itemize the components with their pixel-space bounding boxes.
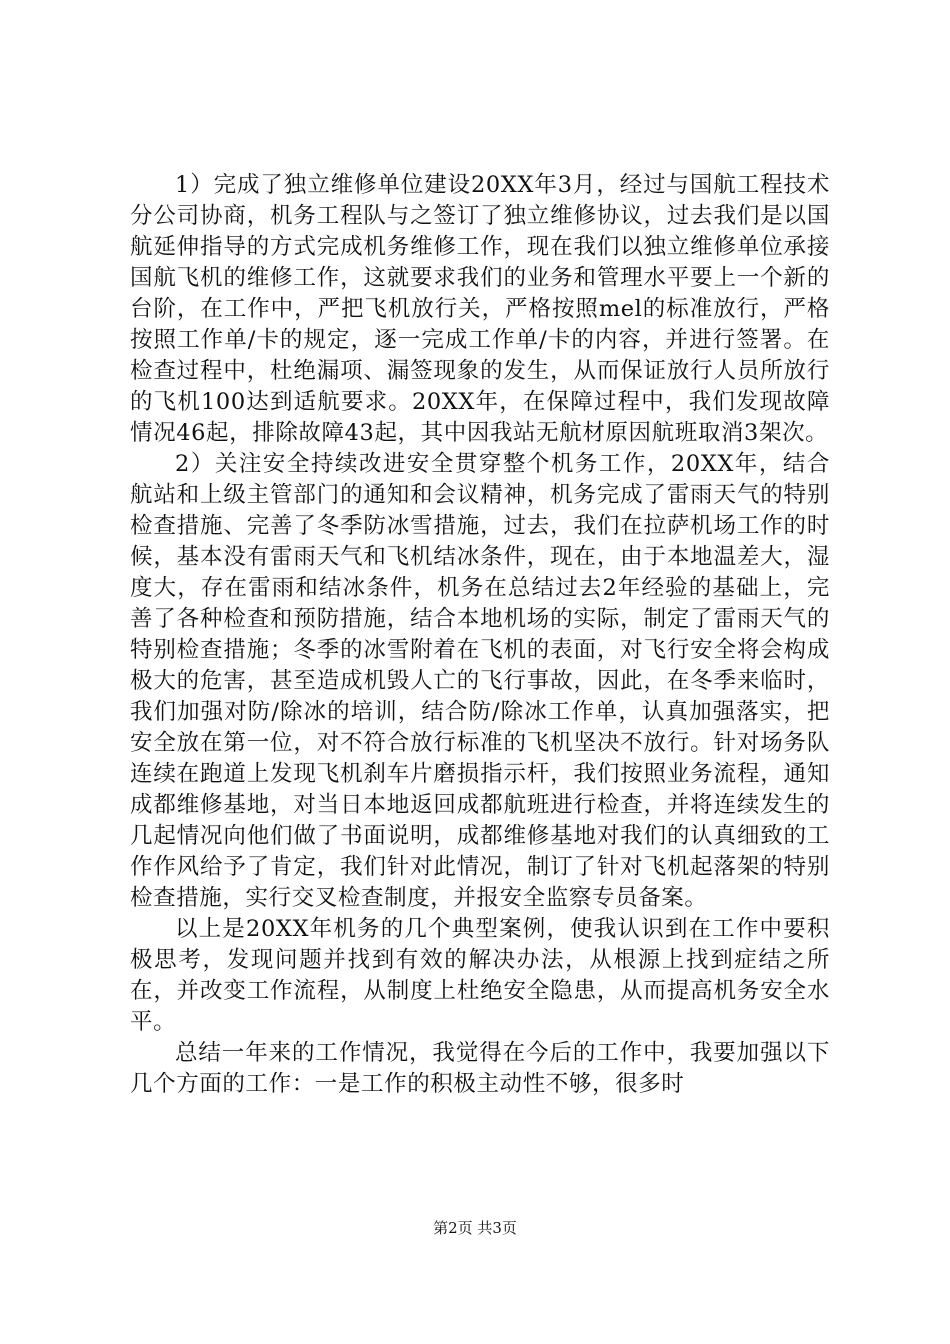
paragraph-3: 以上是20XX年机务的几个典型案例，使我认识到在工作中要积极思考，发现问题并找到有效的解决办法，从根源上找到症结之所在，并改变工作流程，从制度上杜绝安全隐患，从而提高机务安全水平。 bbox=[130, 916, 830, 1035]
paragraph-2: 2）关注安全持续改进安全贯穿整个机务工作，20XX年，结合航站和上级主管部门的通知和会议精神，机务完成了雷雨天气的特别检查措施、完善了冬季防冰雪措施，过去，我们在拉萨机场工作的时候，基本没有雷雨天气和飞机结冰条件，现在，由于本地温差大，湿度大，存在雷雨和结冰条件，机务在总结过去2年经验的基础上，完善了各种检查和预防措施，结合本地机场的实际，制定了雷雨天气的特别检查措施；冬季的冰雪附着在飞机的表面，对飞行安全将会构成极大的危害，甚至造成机毁人亡的飞行事故，因此，在冬季来临时，我们加强对防/除冰的培训，结合防/除冰工作单，认真加强落实，把安全放在第一位，对不符合放行标准的飞机坚决不放行。针对场务队连续在跑道上发现飞机刹车片磨损指示杆，我们按照业务流程，通知成都维修基地，对当日本地返回成都航班进行检查，并将连续发生的几起情况向他们做了书面说明，成都维修基地对我们的认真细致的工作作风给予了肯定，我们针对此情况，制订了针对飞机起落架的特别检查措施，实行交叉检查制度，并报安全监察专员备案。 bbox=[130, 451, 830, 911]
document-body bbox=[130, 170, 830, 1100]
page-number-footer: 第2页 共3页 bbox=[433, 1219, 517, 1237]
paragraph-4: 总结一年来的工作情况，我觉得在今后的工作中，我要加强以下几个方面的工作：一是工作的积极主动性不够，很多时 bbox=[130, 1040, 830, 1097]
paragraph-1: 1）完成了独立维修单位建设20XX年3月，经过与国航工程技术分公司协商，机务工程队与之签订了独立维修协议，过去我们是以国航延伸指导的方式完成机务维修工作，现在我们以独立维修单位承接国航飞机的维修工作，这就要求我们的业务和管理水平要上一个新的台阶，在工作中，严把飞机放行关，严格按照mel的标准放行，严格按照工作单/卡的规定，逐一完成工作单/卡的内容，并进行签署。在检查过程中，杜绝漏项、漏签现象的发生，从而保证放行人员所放行的飞机100达到适航要求。20XX年，在保障过程中，我们发现故障情况46起，排除故障43起，其中因我站无航材原因航班取消3架次。 bbox=[130, 172, 830, 446]
